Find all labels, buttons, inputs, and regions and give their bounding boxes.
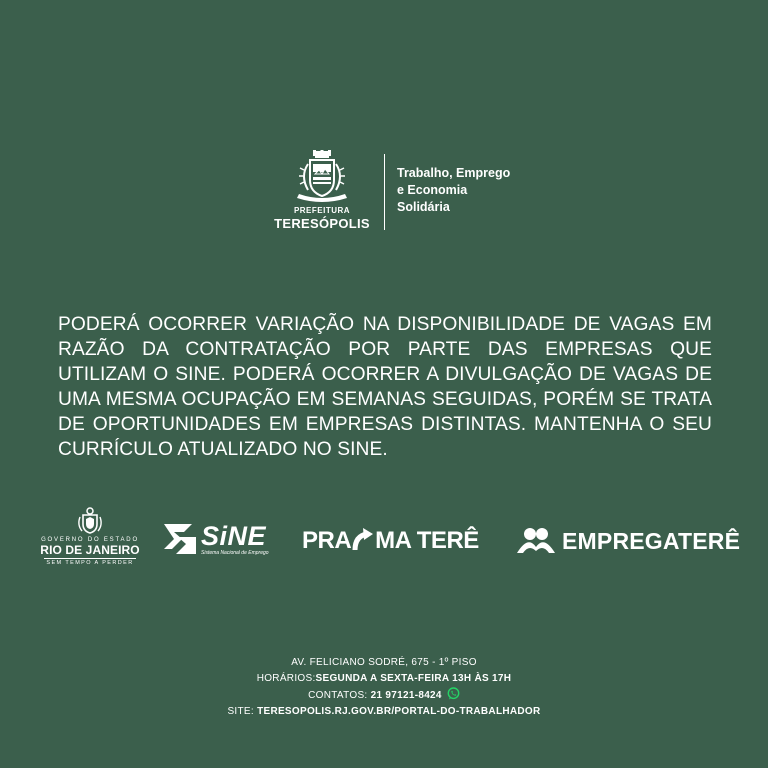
hours-value: SEGUNDA A SEXTA-FEIRA 13H ÀS 17H — [315, 673, 512, 684]
rj-tagline: SEM TEMPO A PERDER — [46, 560, 134, 566]
site-link[interactable]: TERESOPOLIS.RJ.GOV.BR/PORTAL-DO-TRABALHADOR — [257, 706, 541, 717]
header-divider — [384, 154, 385, 230]
department-line: e Economia — [397, 183, 468, 197]
people-icon — [516, 527, 556, 555]
teresopolis-crest-icon — [291, 150, 353, 204]
department-line: Trabalho, Emprego — [397, 166, 511, 180]
pracima-tere-logo — [302, 527, 479, 555]
rj-crest-icon — [75, 505, 105, 535]
contacts-value[interactable]: 21 97121-8424 — [370, 690, 442, 701]
site-label: SITE: — [227, 706, 254, 717]
contacts-label: CONTATOS: — [308, 690, 368, 701]
prefeitura-label: PREFEITURA — [293, 206, 351, 215]
sine-mark-icon — [162, 522, 198, 556]
empregatere-name: EMPREGATERÊ — [562, 527, 741, 554]
footer — [0, 655, 768, 720]
arrow-up-icon — [352, 528, 374, 554]
sine-logo — [162, 522, 269, 556]
header — [268, 150, 510, 231]
rj-name: RIO DE JANEIRO — [40, 543, 140, 557]
hours-label: HORÁRIOS: — [256, 673, 316, 684]
rj-divider — [44, 558, 136, 559]
pracima-right: MA TERÊ — [375, 527, 479, 554]
department-name — [397, 165, 510, 216]
city-label: TERESÓPOLIS — [274, 216, 370, 231]
footer-address: AV. FELICIANO SODRÉ, 675 - 1º PISO — [291, 657, 477, 668]
rj-government-label: GOVERNO DO ESTADO — [41, 537, 139, 543]
sine-name: SiNE — [201, 520, 267, 551]
prefeitura-logo — [268, 150, 376, 231]
sine-subtitle: Sistema Nacional de Emprego — [201, 549, 269, 556]
footer-contacts — [0, 687, 768, 704]
footer-site — [0, 704, 768, 720]
empregatere-logo — [516, 527, 740, 555]
footer-hours — [0, 671, 768, 687]
department-line: Solidária — [397, 200, 450, 214]
rio-de-janeiro-logo — [42, 505, 138, 566]
partner-logos — [0, 505, 768, 575]
notice-text: PODERÁ OCORRER VARIAÇÃO NA DISPONIBILIDADE DE VAGAS EM RAZÃO DA CONTRATAÇÃO POR PARTE DAS EMPRESAS QUE UTILIZAM O SINE. PODERÁ OCORRER A DIVULGAÇÃO DE VAGAS DE UMA MESMA OCUPAÇÃO EM SEMANAS SEGUIDAS, PORÉM SE TRATA DE OPORTUNIDADES EM EMPRESAS DISTINTAS. MANTENHA O SEU CURRÍCULO ATUALIZADO NO SINE. — [58, 314, 712, 460]
pracima-left: PRA — [302, 527, 352, 554]
whatsapp-icon[interactable] — [447, 687, 460, 700]
